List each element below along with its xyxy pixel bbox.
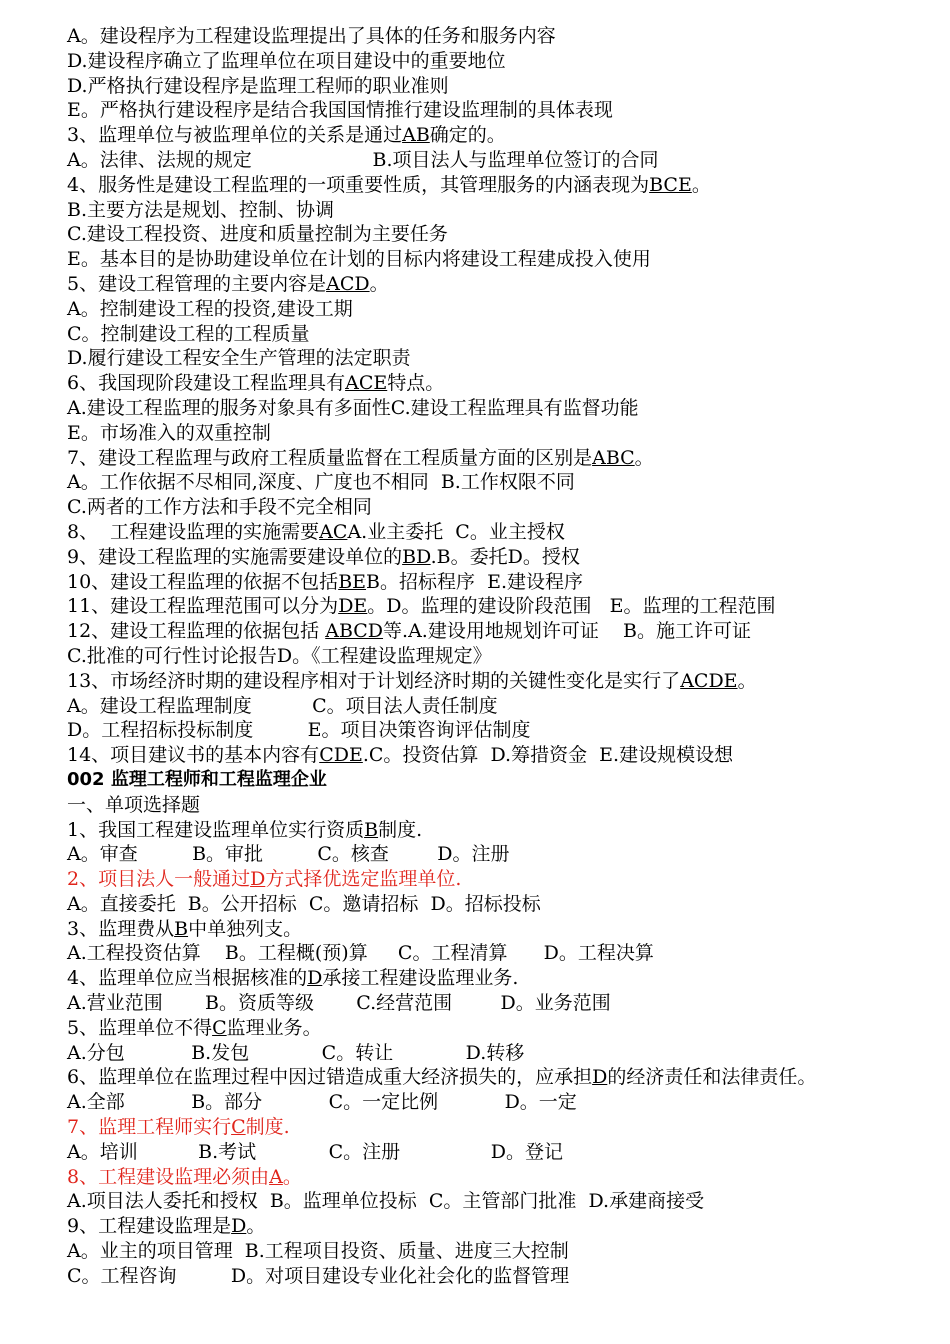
document-body (67, 24, 927, 1289)
question-line (67, 867, 927, 892)
line-text: E。市场准入的双重控制 (67, 421, 271, 444)
question-line (67, 520, 927, 545)
line-text: D。工程招标投标制度 E。项目决策咨询评估制度 (67, 719, 531, 742)
answer-blank: ACD (326, 272, 370, 295)
text-line (67, 222, 927, 247)
text-line (67, 247, 927, 272)
question-line (67, 272, 927, 297)
question-text: 12、建设工程监理的依据包括 (67, 620, 326, 643)
line-text: 一、单项选择题 (67, 793, 201, 816)
question-suffix: 制度. (378, 818, 423, 841)
question-suffix: 。 (691, 173, 711, 196)
line-text: E。基本目的是协助建设单位在计划的目标内将建设工程建成投入使用 (67, 248, 651, 271)
answer-blank: D (592, 1066, 608, 1089)
line-text: A.全部 B。部分 C。一定比例 D。一定 (67, 1091, 577, 1114)
question-suffix: A.业主委托 C。业主授权 (347, 520, 565, 543)
question-text: 4、服务性是建设工程监理的一项重要性质，其管理服务的内涵表现为 (67, 173, 650, 196)
question-text: 8、 工程建设监理的实施需要 (67, 520, 320, 543)
question-line (67, 594, 927, 619)
line-text: A.分包 B.发包 C。转让 D.转移 (67, 1041, 525, 1064)
answer-blank: C (231, 1116, 246, 1139)
answer-blank: D (250, 868, 266, 891)
question-line (67, 669, 927, 694)
line-text: C.两者的工作方法和手段不完全相同 (67, 496, 372, 519)
answer-blank: AB (402, 124, 430, 147)
line-text: A。培训 B.考试 C。注册 D。登记 (67, 1140, 563, 1163)
answer-blank: D (231, 1215, 247, 1238)
answer-blank: C (212, 1016, 227, 1039)
question-line (67, 123, 927, 148)
answer-blank: ABC (592, 446, 635, 469)
line-text: D.严格执行建设程序是监理工程师的职业准则 (67, 74, 449, 97)
question-suffix: 特点。 (387, 372, 445, 395)
text-line (67, 74, 927, 99)
line-text: A.建设工程监理的服务对象具有多面性C.建设工程监理具有监督功能 (67, 396, 639, 419)
question-suffix: 监理业务。 (226, 1016, 322, 1039)
line-text: A.工程投资估算 B。工程概(预)算 C。工程清算 D。工程决算 (67, 942, 654, 965)
text-line (67, 1090, 927, 1115)
question-suffix: 。 (369, 272, 389, 295)
question-text: 3、监理单位与被监理单位的关系是通过 (67, 124, 403, 147)
question-suffix: B。招标程序 E.建设程序 (366, 570, 583, 593)
question-text: 14、项目建议书的基本内容有 (67, 744, 320, 767)
question-line (67, 371, 927, 396)
question-line (67, 966, 927, 991)
question-suffix: 承接工程建设监理业务. (322, 967, 519, 990)
question-suffix: 等.A.建设用地规划许可证 B。施工许可证 (383, 620, 751, 643)
answer-blank: BD (402, 545, 431, 568)
text-line (67, 718, 927, 743)
text-line (67, 470, 927, 495)
question-text: 5、建设工程管理的主要内容是 (67, 272, 327, 295)
text-line (67, 322, 927, 347)
line-text: A。业主的项目管理 B.工程项目投资、质量、进度三大控制 (67, 1240, 569, 1263)
question-text: 9、建设工程监理的实施需要建设单位的 (67, 545, 403, 568)
question-line (67, 1214, 927, 1239)
line-text: A。控制建设工程的投资,建设工期 (67, 297, 353, 320)
question-line (67, 917, 927, 942)
answer-blank: BE (338, 570, 367, 593)
question-suffix: 制度. (245, 1116, 290, 1139)
line-text: A。直接委托 B。公开招标 C。邀请招标 D。招标投标 (67, 892, 541, 915)
text-line (67, 1239, 927, 1264)
question-text: 9、工程建设监理是 (67, 1215, 232, 1238)
answer-blank: B (364, 818, 379, 841)
question-text: 5、监理单位不得 (67, 1016, 213, 1039)
text-line (67, 1189, 927, 1214)
text-line (67, 793, 927, 818)
question-suffix: .C。投资估算 D.筹措资金 E.建设规模设想 (362, 744, 734, 767)
answer-blank: AC (319, 520, 348, 543)
question-suffix: 的经济责任和法律责任。 (607, 1066, 817, 1089)
question-text: 8、工程建设监理必须由 (67, 1165, 270, 1188)
answer-blank: B (174, 917, 189, 940)
question-line (67, 173, 927, 198)
line-text: D.履行建设工程安全生产管理的法定职责 (67, 347, 411, 370)
text-line (67, 1140, 927, 1165)
answer-blank: ABCD (325, 620, 384, 643)
text-line (67, 842, 927, 867)
question-text: 6、监理单位在监理过程中因过错造成重大经济损失的，应承担 (67, 1066, 593, 1089)
section-heading (67, 768, 927, 793)
text-line (67, 346, 927, 371)
question-line (67, 1115, 927, 1140)
question-line (67, 1016, 927, 1041)
question-text: 4、监理单位应当根据核准的 (67, 967, 308, 990)
text-line (67, 98, 927, 123)
question-text: 6、我国现阶段建设工程监理具有 (67, 372, 346, 395)
question-suffix: 中单独列支。 (188, 917, 303, 940)
answer-blank: A (269, 1165, 283, 1188)
line-text: C.建设工程投资、进度和质量控制为主要任务 (67, 223, 448, 246)
line-text: E。严格执行建设程序是结合我国国情推行建设监理制的具体表现 (67, 99, 613, 122)
question-text: 7、监理工程师实行 (67, 1116, 232, 1139)
text-line (67, 1264, 927, 1289)
answer-blank: ACDE (680, 669, 738, 692)
question-suffix: 。D。监理的建设阶段范围 E。监理的工程范围 (367, 595, 776, 618)
question-line (67, 1165, 927, 1190)
line-text: C.批准的可行性讨论报告D。《工程建设监理规定》 (67, 644, 492, 667)
question-line (67, 570, 927, 595)
line-text: C。工程咨询 D。对项目建设专业化社会化的监督管理 (67, 1264, 570, 1287)
text-line (67, 495, 927, 520)
question-text: 2、项目法人一般通过 (67, 868, 251, 891)
line-text: A。建设工程监理制度 C。项目法人责任制度 (67, 694, 498, 717)
text-line (67, 694, 927, 719)
answer-blank: D (307, 967, 323, 990)
answer-blank: DE (338, 595, 368, 618)
answer-blank: ACE (345, 372, 388, 395)
question-line (67, 446, 927, 471)
question-suffix: 。 (737, 669, 757, 692)
question-line (67, 743, 927, 768)
question-suffix: 方式择优选定监理单位. (265, 868, 462, 891)
text-line (67, 297, 927, 322)
line-text: A。法律、法规的规定 B.项目法人与监理单位签订的合同 (67, 148, 659, 171)
question-line (67, 1065, 927, 1090)
question-suffix: 。 (282, 1165, 302, 1188)
line-text: A。建设程序为工程建设监理提出了具体的任务和服务内容 (67, 25, 556, 47)
question-text: 11、建设工程监理范围可以分为 (67, 595, 339, 618)
line-text: C。控制建设工程的工程质量 (67, 322, 310, 345)
question-line (67, 619, 927, 644)
question-suffix: 确定的。 (429, 124, 506, 147)
question-text: 10、建设工程监理的依据不包括 (67, 570, 339, 593)
question-line (67, 545, 927, 570)
question-suffix: .B。委托D。授权 (430, 545, 580, 568)
answer-blank: BCE (649, 173, 692, 196)
text-line (67, 941, 927, 966)
line-text: A.营业范围 B。资质等级 C.经营范围 D。业务范围 (67, 992, 611, 1015)
question-text: 7、建设工程监理与政府工程质量监督在工程质量方面的区别是 (67, 446, 593, 469)
question-suffix: 。 (246, 1215, 266, 1238)
answer-blank: CDE (319, 744, 363, 767)
question-text: 13、市场经济时期的建设程序相对于计划经济时期的关键性变化是实行了 (67, 669, 681, 692)
question-line (67, 818, 927, 843)
question-text: 3、监理费从 (67, 917, 175, 940)
text-line (67, 991, 927, 1016)
line-text: A。审查 B。审批 C。核查 D。注册 (67, 843, 510, 866)
question-text: 1、我国工程建设监理单位实行资质 (67, 818, 365, 841)
line-text: A。工作依据不尽相同,深度、广度也不相同 B.工作权限不同 (67, 471, 575, 494)
line-text: 002 监理工程师和工程监理企业 (67, 768, 327, 790)
text-line (67, 148, 927, 173)
text-line (67, 892, 927, 917)
line-text: A.项目法人委托和授权 B。监理单位投标 C。主管部门批准 D.承建商接受 (67, 1190, 705, 1213)
text-line (67, 421, 927, 446)
line-text: D.建设程序确立了监理单位在项目建设中的重要地位 (67, 49, 506, 72)
text-line (67, 644, 927, 669)
text-line (67, 1041, 927, 1066)
text-line (67, 396, 927, 421)
text-line (67, 49, 927, 74)
text-line (67, 24, 927, 49)
question-suffix: 。 (634, 446, 654, 469)
text-line (67, 198, 927, 223)
line-text: B.主要方法是规划、控制、协调 (67, 198, 335, 221)
